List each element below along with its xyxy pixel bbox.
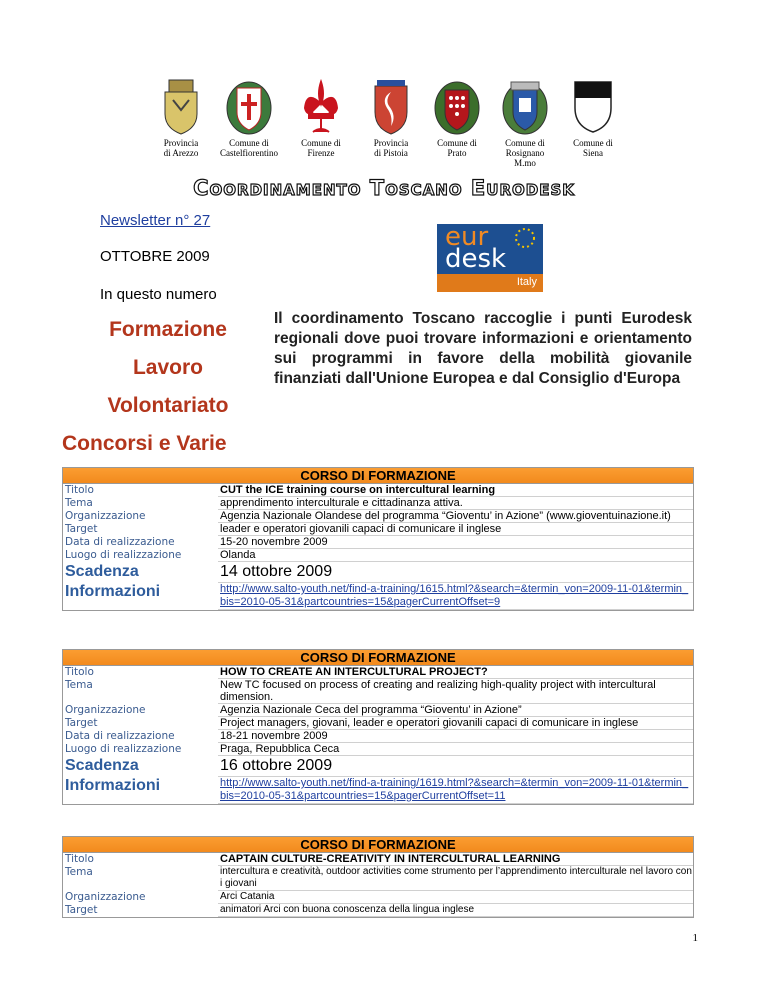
- info-label: Informazioni: [65, 583, 161, 600]
- deadline-row: [63, 756, 693, 777]
- eurodesk-logo-eur: eur: [445, 222, 489, 252]
- row-label: Data di realizzazione: [65, 536, 175, 548]
- crest-caption: Comune di Castelfiorentino: [220, 138, 278, 158]
- crest-caption: Comune di Firenze: [301, 138, 341, 158]
- row-label: Titolo: [65, 853, 94, 865]
- crest-caption: Comune di Rosignano M.mo: [505, 138, 545, 168]
- row-label: Tema: [65, 679, 93, 691]
- course-row: [63, 549, 693, 562]
- row-label: Data di realizzazione: [65, 730, 175, 742]
- crest-arezzo: [150, 78, 212, 158]
- row-value: animatori Arci con buona conoscenza della lingua inglese: [218, 904, 693, 917]
- page-title: Coordinamento Toscano Eurodesk: [193, 176, 575, 200]
- info-label: Informazioni: [65, 777, 161, 794]
- row-label: Tema: [65, 497, 93, 509]
- deadline-value: 14 ottobre 2009: [218, 562, 693, 583]
- course-box: [62, 836, 694, 918]
- row-label: Organizzazione: [65, 510, 146, 522]
- newsletter-number-link[interactable]: Newsletter n° 27: [100, 212, 211, 229]
- eurodesk-logo-country: Italy: [516, 276, 537, 288]
- row-label: Titolo: [65, 666, 94, 678]
- row-value: New TC focused on process of creating and realizing high-quality project with intercultural dimension.: [218, 679, 693, 704]
- issue-month: OTTOBRE 2009: [100, 248, 210, 265]
- row-label: Tema: [65, 866, 93, 878]
- deadline-label: Scadenza: [65, 757, 139, 774]
- course-row: [63, 891, 693, 904]
- row-value: apprendimento interculturale e cittadinanza attiva.: [218, 497, 693, 510]
- in-this-issue-label: In questo numero: [100, 286, 217, 303]
- crest-pistoia: [360, 78, 422, 158]
- crest-siena: [562, 78, 624, 158]
- info-link[interactable]: http://www.salto-youth.net/find-a-training/1615.html?&search=&termin_von=2009-11-01&termin_bis=2010-05-31&partcountries=15&pagerCurrentOffset=9: [218, 583, 693, 610]
- crest-caption: Comune di Siena: [573, 138, 613, 158]
- row-value: HOW TO CREATE AN INTERCULTURAL PROJECT?: [218, 666, 693, 679]
- row-label: Luogo di realizzazione: [65, 743, 182, 755]
- info-row: [63, 777, 693, 804]
- course-row: [63, 497, 693, 510]
- course-row: [63, 853, 693, 866]
- category-volontariato: Volontariato: [107, 394, 229, 417]
- intro-paragraph: Il coordinamento Toscano raccoglie i punti Eurodesk regionali dove puoi trovare informazioni e orientamento sui programmi in favore della mobilità giovanile finanziati dall'Unione Europea e dal Consiglio d'Europa: [274, 310, 692, 387]
- row-value: CAPTAIN CULTURE-CREATIVITY IN INTERCULTURAL LEARNING: [218, 853, 693, 866]
- row-value: Agenzia Nazionale Ceca del programma “Gioventu’ in Azione”: [218, 704, 693, 717]
- course-box-header: CORSO DI FORMAZIONE: [63, 837, 693, 853]
- row-value: Project managers, giovani, leader e operatori giovanili capaci di comunicare in inglese: [218, 717, 693, 730]
- row-label: Organizzazione: [65, 704, 146, 716]
- crest-castelfiorentino: [218, 78, 280, 158]
- deadline-value: 16 ottobre 2009: [218, 756, 693, 777]
- category-formazione: Formazione: [109, 318, 227, 341]
- row-value: 15-20 novembre 2009: [218, 536, 693, 549]
- course-row: [63, 679, 693, 704]
- row-value: 18-21 novembre 2009: [218, 730, 693, 743]
- crest-prato: [426, 78, 488, 158]
- course-row: [63, 743, 693, 756]
- info-row: [63, 583, 693, 610]
- course-row: [63, 484, 693, 497]
- course-row: [63, 866, 693, 891]
- course-row: [63, 704, 693, 717]
- row-label: Target: [65, 523, 98, 535]
- crest-firenze: [290, 78, 352, 158]
- course-row: [63, 536, 693, 549]
- crest-caption: Comune di Prato: [437, 138, 477, 158]
- row-value: Arci Catania: [218, 891, 693, 904]
- course-row: [63, 523, 693, 536]
- course-box-header: CORSO DI FORMAZIONE: [63, 468, 693, 484]
- course-row: [63, 730, 693, 743]
- row-value: leader e operatori giovanili capaci di comunicare il inglese: [218, 523, 693, 536]
- info-link[interactable]: http://www.salto-youth.net/find-a-training/1619.html?&search=&termin_von=2009-11-01&termin_bis=2010-05-31&partcountries=15&pagerCurrentOffset=11: [218, 777, 693, 804]
- page-number: 1: [692, 932, 698, 944]
- eurodesk-logo-desk: desk: [445, 244, 507, 274]
- course-box: [62, 649, 694, 805]
- row-value: Praga, Repubblica Ceca: [218, 743, 693, 756]
- course-row: [63, 666, 693, 679]
- category-lavoro: Lavoro: [132, 356, 203, 379]
- row-value: Agenzia Nazionale Olandese del programma “Gioventu’ in Azione” (www.gioventuinazione.it): [218, 510, 693, 523]
- eurodesk-logo: [437, 224, 543, 292]
- category-concorsi: Concorsi e Varie: [62, 432, 227, 455]
- course-row: [63, 717, 693, 730]
- row-label: Target: [65, 904, 98, 916]
- row-label: Luogo di realizzazione: [65, 549, 182, 561]
- row-value: Olanda: [218, 549, 693, 562]
- deadline-row: [63, 562, 693, 583]
- crest-caption: Provincia di Pistoia: [373, 138, 409, 158]
- course-row: [63, 510, 693, 523]
- row-label: Titolo: [65, 484, 94, 496]
- course-box: [62, 467, 694, 611]
- crest-rosignano: [494, 78, 556, 168]
- course-box-header: CORSO DI FORMAZIONE: [63, 650, 693, 666]
- row-value: CUT the ICE training course on intercultural learning: [218, 484, 693, 497]
- row-label: Target: [65, 717, 98, 729]
- course-row: [63, 904, 693, 917]
- row-value: intercultura e creatività, outdoor activities come strumento per l’apprendimento interculturale nel lavoro con i giovani: [220, 866, 692, 889]
- crest-row: [150, 78, 620, 168]
- deadline-label: Scadenza: [65, 563, 139, 580]
- row-label: Organizzazione: [65, 891, 146, 903]
- crest-caption: Provincia di Arezzo: [163, 138, 199, 158]
